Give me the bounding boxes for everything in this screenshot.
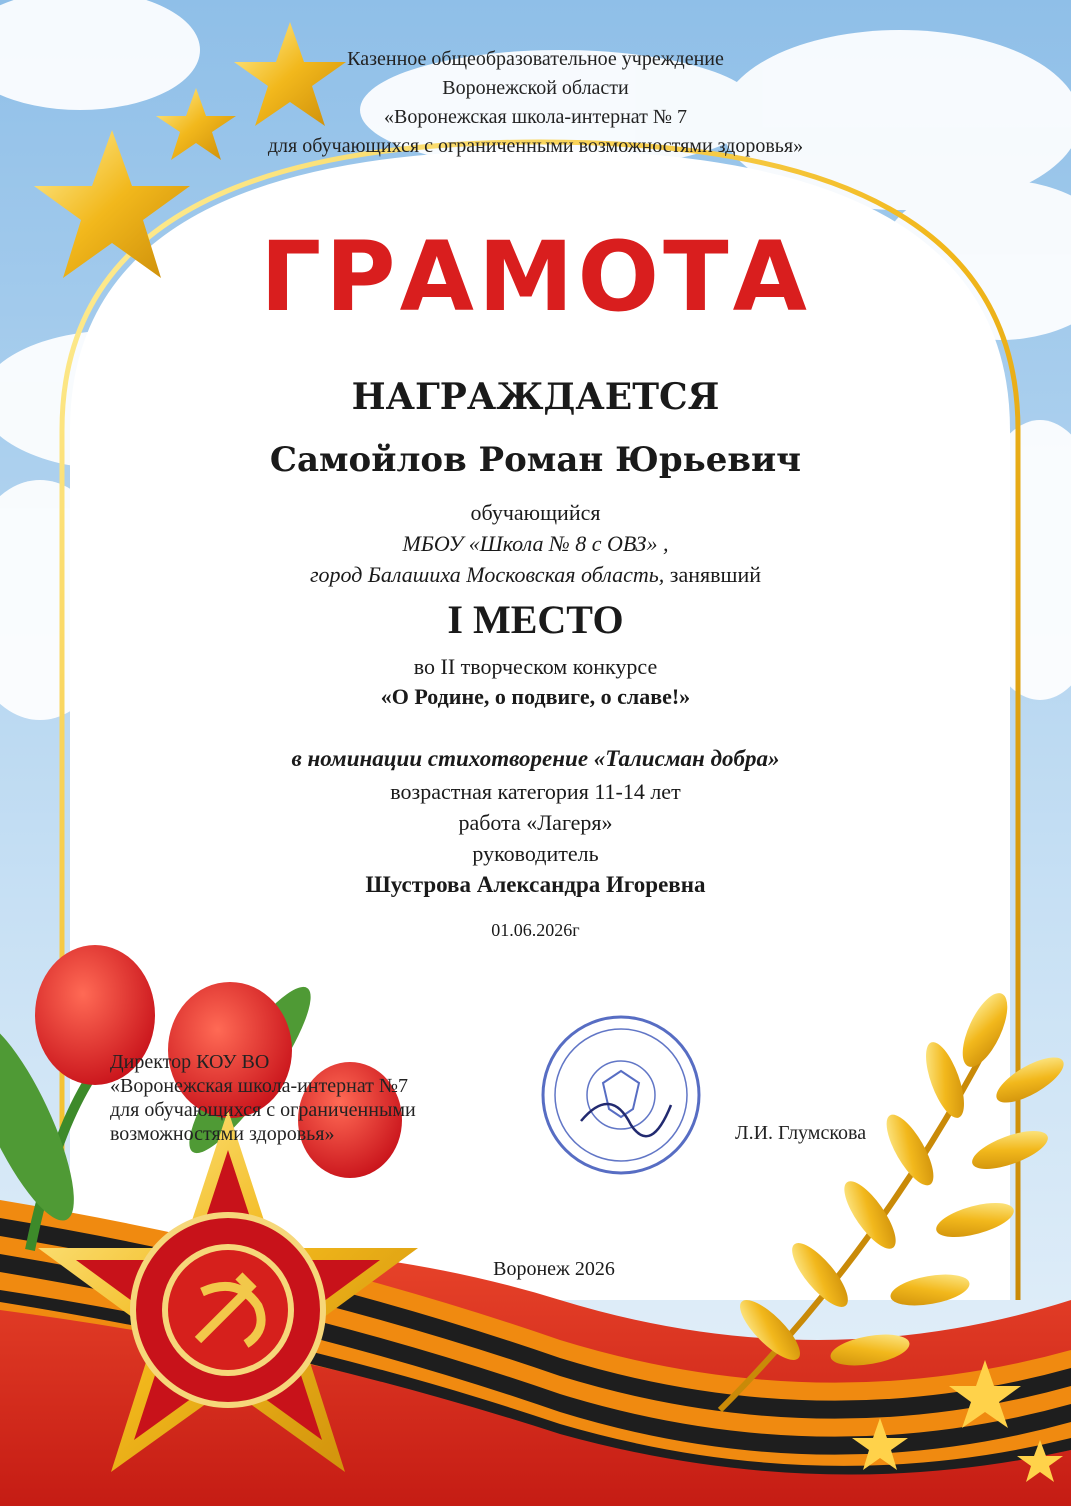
director-line-2: «Воронежская школа-интернат №7 (110, 1075, 409, 1097)
certificate-title: ГРАМОТА (260, 221, 811, 333)
contest-intro: во II творческом конкурсе (413, 654, 658, 679)
leader-label: руководитель (472, 841, 599, 866)
city-year: Воронеж 2026 (493, 1258, 615, 1280)
contest-name: «О Родине, о подвиге, о славе!» (380, 684, 691, 709)
leader-name: Шустрова Александра Игоревна (365, 872, 706, 897)
institution-line-4: для обучающихся с ограниченными возможностями здоровья» (267, 135, 804, 157)
took-place-word: занявший (664, 562, 762, 587)
age-category: возрастная категория 11-14 лет (390, 779, 681, 804)
location-line (0, 562, 1071, 588)
institution-line-2: Воронежской области (442, 77, 629, 99)
city-region: город Балашиха Московская область, (309, 562, 665, 587)
student-label: обучающийся (470, 500, 601, 525)
director-line-1: Директор КОУ ВО (110, 1051, 270, 1073)
awarded-heading: НАГРАЖДАЕТСЯ (351, 376, 720, 418)
director-line-4: возможностями здоровья» (110, 1123, 335, 1145)
recipient-name: Самойлов Роман Юрьевич (269, 440, 802, 480)
institution-line-3: «Воронежская школа-интернат № 7 (383, 106, 687, 128)
award-date: 01.06.2026г (491, 920, 580, 940)
director-line-3: для обучающихся с ограниченными (110, 1099, 416, 1121)
nomination: в номинации стихотворение «Талисман добра» (291, 746, 780, 771)
signer-name: Л.И. Глумскова (735, 1122, 867, 1144)
place-award: I МЕСТО (447, 597, 624, 642)
school-name: МБОУ «Школа № 8 с ОВЗ» , (402, 531, 669, 556)
work-title: работа «Лагеря» (458, 810, 613, 835)
institution-line-1: Казенное общеобразовательное учреждение (347, 48, 724, 70)
director-block (110, 1050, 510, 1146)
